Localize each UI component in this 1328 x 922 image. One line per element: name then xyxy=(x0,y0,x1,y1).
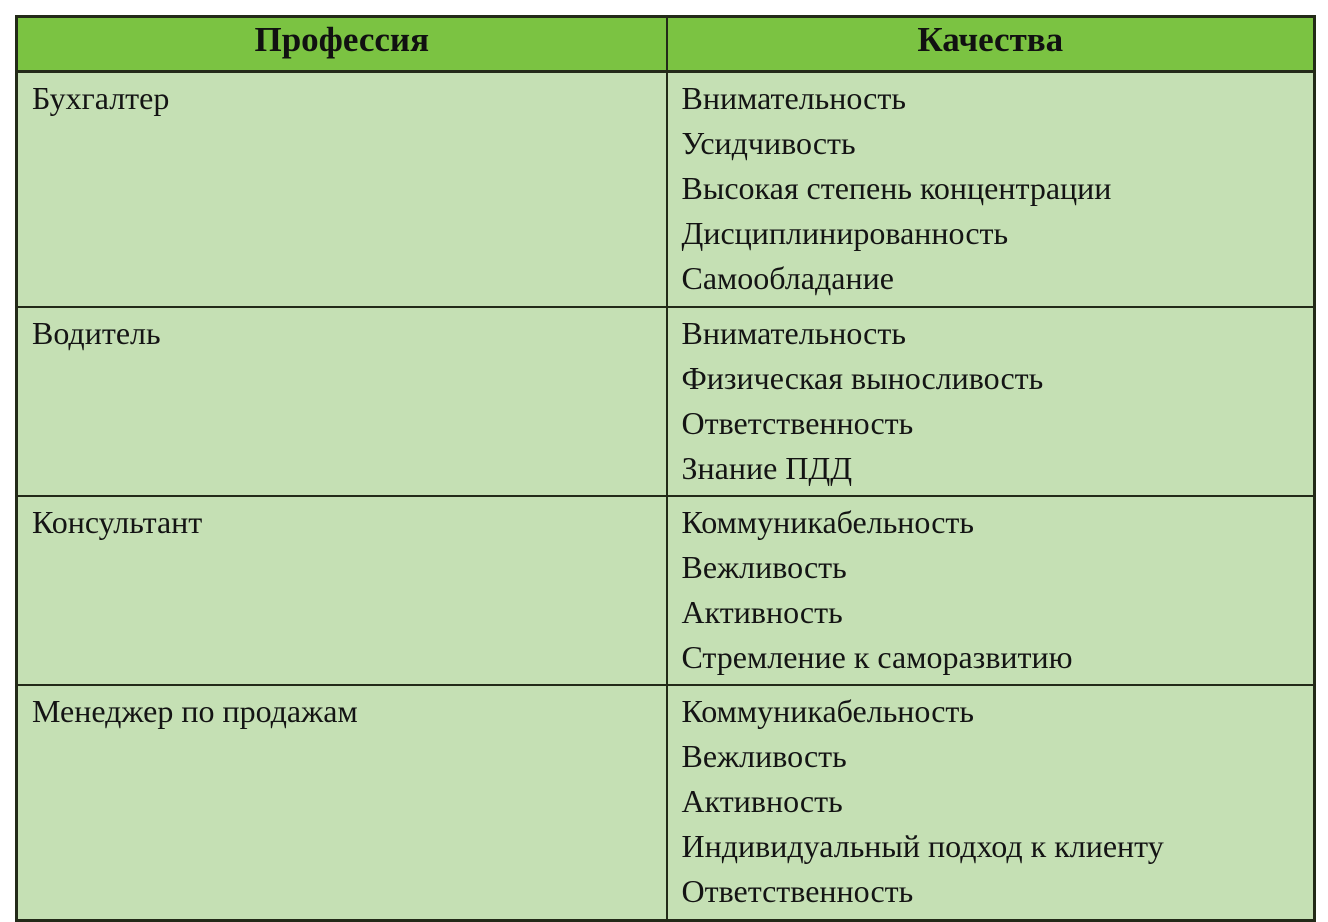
profession-cell xyxy=(17,307,667,496)
quality-item: Активность xyxy=(681,594,843,630)
table-row xyxy=(17,496,1315,685)
profession-cell xyxy=(17,685,667,921)
profession-cell xyxy=(17,72,667,308)
quality-item: Вежливость xyxy=(681,549,847,585)
professions-qualities-table xyxy=(15,15,1316,922)
quality-item: Индивидуальный подход к клиенту xyxy=(681,828,1164,864)
profession-name: Бухгалтер xyxy=(32,80,170,116)
quality-item: Стремление к саморазвитию xyxy=(681,639,1073,675)
profession-cell xyxy=(17,496,667,685)
quality-item: Дисциплинированность xyxy=(681,215,1009,251)
qualities-cell xyxy=(667,685,1315,921)
header-cell-profession: Профессия xyxy=(17,17,667,72)
table-row xyxy=(17,72,1315,308)
table-header-row xyxy=(17,17,1315,72)
profession-name: Водитель xyxy=(32,315,161,351)
table-row xyxy=(17,685,1315,921)
quality-item: Ответственность xyxy=(681,873,914,909)
quality-item: Коммуникабельность xyxy=(681,693,974,729)
table-row xyxy=(17,307,1315,496)
quality-item: Активность xyxy=(681,783,843,819)
qualities-cell xyxy=(667,72,1315,308)
quality-item: Ответственность xyxy=(681,405,914,441)
profession-name: Менеджер по продажам xyxy=(32,693,358,729)
header-cell-qualities: Качества xyxy=(667,17,1315,72)
profession-name: Консультант xyxy=(32,504,203,540)
quality-item: Внимательность xyxy=(681,80,906,116)
quality-item: Коммуникабельность xyxy=(681,504,974,540)
quality-item: Вежливость xyxy=(681,738,847,774)
qualities-cell xyxy=(667,496,1315,685)
quality-item: Физическая выносливость xyxy=(681,360,1044,396)
quality-item: Внимательность xyxy=(681,315,906,351)
quality-item: Высокая степень концентрации xyxy=(681,170,1112,206)
quality-item: Усидчивость xyxy=(681,125,856,161)
quality-item: Знание ПДД xyxy=(681,450,853,486)
qualities-cell xyxy=(667,307,1315,496)
quality-item: Самообладание xyxy=(681,260,894,296)
